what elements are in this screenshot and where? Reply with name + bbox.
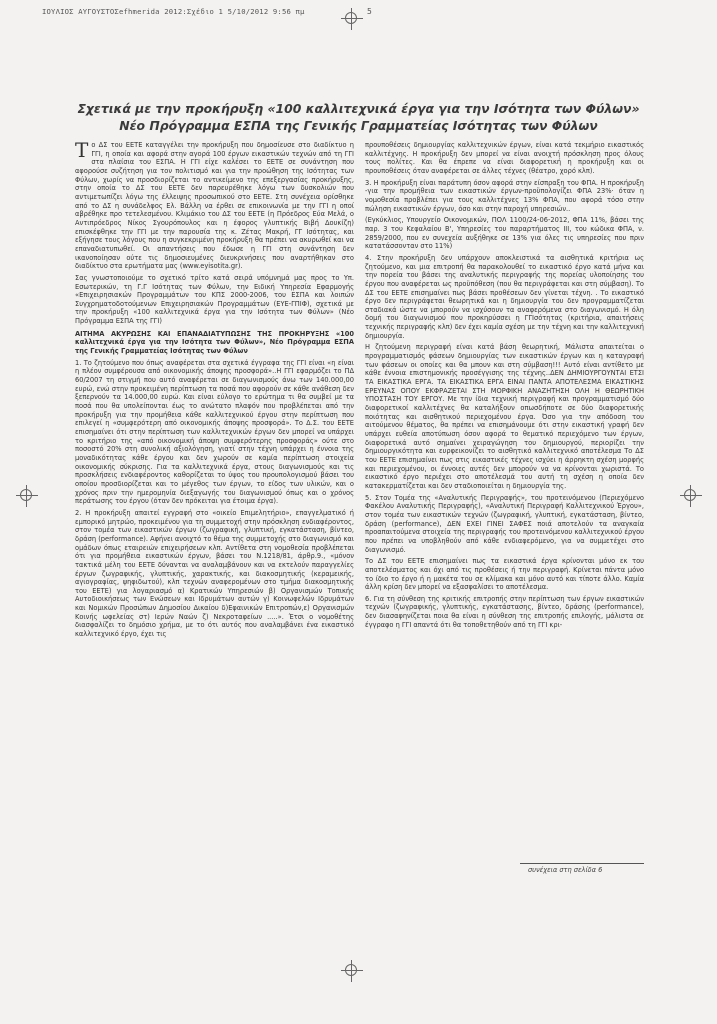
paragraph: Η ζητούμενη περιγραφή είναι κατά βάση θεωρητική, Μάλιστα απαιτείται ο προγραμματισμός φάσεων δημιουργίας των εικαστικών έργων και η καταγραφή των φάσεων οι οποίες και θα μπουν και στη σύμβαση!!! Αυτό είναι αντίθετο με κάθε έννοια επιστημονικής προσέγγισης της τέχνης..ΔΕΝ ΔΗΜΙΟΥΡΓΟΥΝΤΑΙ ΕΤΣΙ ΤΑ ΕΙΚΑΣΤΙΚΑ ΕΡΓΑ. ΤΑ ΕΙΚΑΣΤΙΚΑ ΕΡΓΑ ΕΙΝΑΙ ΠΑΝΤΑ ΑΠΟΤΕΛΕΣΜΑ ΕΙΚΑΣΤΙΚΗΣ ΕΡΕΥΝΑΣ ΟΠΟΥ ΕΚΦΡΑΖΕΤΑΙ ΣΤΗ ΜΟΡΦΙΚΗ ΑΝΑΖΗΤΗΣΗ ΟΛΗ Η ΘΕΩΡΗΤΙΚΗ ΥΠΟΣΤΑΣΗ ΤΟΥ ΕΡΓΟΥ. Με την ίδια τεχνική περιγραφή και προγραμματισμό δύο διαφορετικοί καλλιτέχνες θα καταλήξουν οπωσδήποτε σε δύο διαφορετικής ποιότητας και αισθητικού περιεχομένου έργα. Όσο για την απόδοση του αιτούμενου θέματος, θα πρέπει να επισημάνουμε ότι στην εικαστική γραφή δεν υπάρχει ευθεία αποτύπωση όσον αφορά το θεματικό περιεχόμενο των έργων, διαφορετικά αυτό σημαίνει χειραγώγηση του δημιουργού, περιορίζει την δημιουργικότητα και ευρφεικονίζει το αισθητικό καλλιτεχνικό αποτέλεσμα Το ΔΣ του ΕΕΤΕ επισημαίνει πως στις εικαστικές τέχνες ισχύει η άρρηκτη σχέση μορφής και περιεχομένου, οι έννοιες αυτές δεν μπορούν να να κρίνονται χωριστά. Το εικαστικό έργο περιέχει στο αποτέλεσμά του αυτή τη σχέση η οποία δεν κατακερματίζεται και δεν σταδιοποιείται η δημιουργία της. — [365, 343, 644, 490]
paragraph: 1. Το ζητούμενο που όπως αναφέρεται στα σχετικά έγγραφα της ΓΓΙ είναι «η είναι η πλέον συμφέρουσα από οικονομικής άποψης προσφορά»..Η ΓΓΙ εφαρμόζει το ΠΔ 60/2007 τη στιγμή που αυτό αναφέρεται σε διαγωνισμούς άνω των 140.000,00 ευρώ, ενώ στην προκειμένη περίπτωση τα ποσά που αφορούν σε κάθε ανάθεση δεν ξεπερνούν τα 14.000,00 ευρώ. Και είναι εύλογο το ερώτημα τι θα συμβεί με τα ποσά που θα υπολείπονται έως το ανώτατο πλαφόν που προβλέπεται από την προκήρυξη για την προμήθεια κάθε καλλιτεχνικού έργου στην περίπτωση που επιλεγεί η «συμφερότερη από οικονομικής άποψης προσφορά». Το Δ.Σ. του ΕΕΤΕ επισημαίνει ότι στην περίπτωση των καλλιτεχνικών έργων δεν μπορεί να υπάρχει το κριτήριο της «από οικονομική άποψη συμφερότερης προσφοράς» ούτε στο ποσοστό 20% στη συνολική αξιολόγηση, γιατί στην τέχνη υπάρχει η έννοια της μοναδικότητας κάθε έργου και δεν χωρούν σε καμία περίπτωση στοιχεία οικονομικής σύκρισης. Για τα καλλιτεχνικά έργα, στους διαγωνισμούς και τις προσκλήσεις ενδιαφέροντος καθορίζεται το ύψος του προυπολογισμού βάσει του οποίου προσδιορίζεται και το μέγεθος των έργων, το είδος των υλικών, και ο χρόνος πριν την ημερομηνία διεξαγωγής του διαγωνισμού όπως και ο χρόνος περάτωσης του έργου (όταν δεν πρόκειται για έτοιμα έργα). — [75, 358, 354, 506]
paragraph: Σας γνωστοποιούμε το σχετικό τρίτο κατά σειρά υπόμνημά μας προς το Υπ. Εσωτερικών, τη Γ.Γ Ισότητας των Φύλων, την Ειδική Υπηρεσία Εφαρμογής «Επιχειρησιακών Προγραμμάτων του ΚΠΣ 2000-2006, του ΕΣΠΑ και λοιπών Συγχρηματοδοτούμενων Επιχειρησιακών Προγραμμάτων (ΕΥΕ-ΓΠΙΦ), σχετικά με την προκήρυξη «100 καλλιτεχνικά έργα για την Ισότητα των Φύλων» (Νέο Πρόγραμμα ΕΣΠΑ της ΓΓΙ) — [75, 273, 354, 326]
continued-rule — [520, 863, 644, 864]
paragraph: 3. Η προκήρυξη είναι παράτυπη όσον αφορά στην είσπραξη του ΦΠΑ. Η προκήρυξη -για την προμήθεια των εικαστικών έργων-προϋπολογίζει ΦΠΑ 23%· όταν η νομοθεσία προβλέπει για τους καλλιτέχνες 13% ΦΠΑ, που αφορά τόσο στην πώληση εικαστικών έργων, όσο και στην παροχή υπηρεσιών.. — [365, 178, 644, 213]
headline-line-2: Νέο Πρόγραμμα ΕΣΠΑ της Γενικής Γραμματείας Ισότητας των Φύλων — [119, 118, 598, 133]
page-number: 5 — [367, 7, 372, 16]
article-headline — [70, 100, 647, 134]
paragraph: 4. Στην προκήρυξη δεν υπάρχουν αποκλειστικά τα αισθητικά κριτήρια ως ζητούμενο, και μια επιτροπή θα παρακολουθεί το εικαστικό έργο κατά μήνα και την πορεία του βάσει της αναλυτικής περιγραφής της πορείας υλοποίησης του έργου που αναφέρεται ως προϋπόθεση (που θα περιγράφεται και στη σύμβαση). Το ΔΣ του ΕΕΤΕ επισημαίνει πως βάσει προθέσεων δεν γίνεται τέχνη. . Το εικαστικό έργο δεν περιγράφεται θεωρητικά και η δημιουργία του δεν προγραμματίζεται σταδιακά ώστε να μπορούν να ισχύσουν τα αναφερόμενα στο διαγωνισμό. Η όλη δομή του διαγωνισμού που προκηρύσσει η ΓΓΙσότητας (κριτήρια, απαιτήσεις τεχνικής περιγραφής κλπ) δεν έχει καμία σχέση με την τέχνη και την καλλιτεχνική δημιουργία. — [365, 253, 644, 340]
continued-on-page: συνέχεια στη σελίδα 6 — [528, 866, 603, 874]
registration-mark-right-icon — [680, 485, 702, 507]
paragraph: 5. Στον Τομέα της «Αναλυτικής Περιγραφής», του προτεινόμενου (Περιεχόμενο Φακέλου Αναλυτικής Περιγραφής), «Αναλυτική Περιγραφή Καλλιτεχνικού Έργου», στον τομέα των εικαστικών τεχνών (ζωγραφική, γλυπτική, εγκατάσταση, βίντεο, δράση (performance), ΔΕΝ ΕΧΕΙ ΓΙΝΕΙ ΣΑΦΕΣ ποιά αποτελούν τα αναγκαία προαπαιτούμενα στοιχεία της περιγραφής του προτεινόμενου καλλιτεχνικού έργου που πρέπει να υποβληθούν από κάθε ενδιαφερόμενο, για να συμμετέχει στο διαγωνισμό. — [365, 493, 644, 554]
paragraph: Το ΔΣ του ΕΕΤΕ επισημαίνει πως τα εικαστικά έργα κρίνονται μόνο εκ του αποτελέσματος και όχι από τις προθέσεις ή την περιγραφή. Κρίνεται πάντα μόνο το ίδιο το έργο ή η μακέτα του σε κλίμακα και μόνο αυτό και τίποτε άλλο. Καμία άλλη κρίση δεν μπορεί να εξασφαλίσει το αποτέλεσμα. — [365, 557, 644, 592]
paragraph: 2. Η προκήρυξη απαιτεί εγγραφή στο «οικείο Επιμελητήριο», επαγγελματικό ή εμπορικό μητρώο, προκειμένου για τη συμμετοχή στην πρόσκληση ενδιαφέροντος, στον τομέα των εικαστικών έργων (ζωγραφική, γλυπτική, εγκατάσταση, βίντεο, δράση (performance). Αφήνει ανοιχτό το θέμα της συμμετοχής στο διαγωνισμό και ομάδων όπως εταιρειών επιχειρήσεων κλπ. Αντίθετα στη νομοθεσία προβλέπεται ότι για προμήθεια εικαστικών έργων, βάσει του Ν.1218/81, άρθρ.9., «μόνον τακτικά μέλη του ΕΕΤΕ δύνανται να αναλαμβάνουν και να εκτελούν παραγγελίες έργων ζωγραφικής, γλυπτικής, χαρακτικής, και διακοσμητικής (κεραμεικής, αγιογραφίας, ψηφιδωτού), κλπ τεχνών αναφερομένων στο τμήμα διακοσμητικής του ΕΕΤΕ) για λογαριασμό α) Κρατικών Υπηρεσιών β) Οργανισμών Τοπικής Αυτοδιοικήσεως των Ενώσεων και Ιδρυμάτων αυτών γ) Κοινωφελών Ιδρυμάτων και Νομικών Προσώπων Δημοσίου Δικαίου δ)Εφαινικών Επιτροπών,ε) Οργανισμών Κοινής ωφελείας στ) Ιερών Ναών ζ) Νεκροταφείων .....». Έτσι ο νομοθέτης διασφαλίζει το δημόσιο χρήμα, με το ότι αυτός που αναλαμβάνει ένα εικαστικό καλλιτεχνικό έργο, έχει τις — [75, 508, 354, 639]
registration-mark-left-icon — [16, 485, 38, 507]
section-heading: ΑΙΤΗΜΑ ΑΚΥΡΩΣΗΣ ΚΑΙ ΕΠΑΝΑΔΙΑΤΥΠΩΣΗΣ ΤΗΣ ΠΡΟΚΗΡΥΞΗΣ «100 καλλιτεχνικά έργα για την Ισότητα των Φύλων», Νέο Πρόγραμμα ΕΣΠΑ της Γενικής Γραμματείας Ισότητας των Φύλων — [75, 329, 354, 356]
right-column — [365, 141, 644, 861]
paragraph: προυποθέσεις δημιουργίας καλλιτεχνικών έργων, είναι κατά τεκμήριο εικαστικός καλλιτέχνης. Η προκήρυξη δεν μπορεί να είναι ανοιχτή πρόσκληση προς όλους τους πολίτες. Και θα έπρεπε να είναι διαφορετική η προκήρυξη και οι προυποθέσεις όταν αναφέρεται σε άλλες τέχνες (θέατρο, χορό κλπ). — [365, 141, 644, 175]
registration-mark-top-icon — [341, 8, 363, 30]
drop-cap: Τ — [75, 141, 89, 162]
headline-line-1: Σχετικά με την προκήρυξη «100 καλλιτεχνικά έργα για την Ισότητα των Φύλων» — [77, 101, 640, 116]
paragraph: 6. Για τη σύνθεση της κριτικής επιτροπής στην περίπτωση των έργων εικαστικών τεχνών (ζωγραφικής, γλυπτικής, εγκατάστασης, βίντεο, δράσης (performance), δεν διασαφηνίζεται ποια θα είναι η σύνθεση της επιτροπής επιλογής, μάλιστα σε έγγραφο η ΓΓΙ απαντά ότι θα τοποθετηθούν από τη ΓΓΙ κρι- — [365, 594, 644, 629]
print-slug: ΙΟΥΛΙΟΣ ΑΥΓΟΥΣΤΟΣefhmerida 2012:Σχέδιο 1 5/10/2012 9:56 πμ — [42, 7, 305, 16]
registration-mark-bottom-icon — [341, 960, 363, 982]
paragraph: (Εγκύκλιος, Υπουργείο Οικονομικών, ΠΟΛ 1100/24-06-2012, ΦΠΑ 11%, βάσει της παρ. 3 του Κεφαλαίου Β', Υπηρεσίες του παραρτήματος ΙΙΙ, του κώδικα ΦΠΑ, ν. 2859/2000, που εν συνεχεία αυξήθηκε σε 13% για όλες τις υπηρεσίες που πριν κατατάσσονταν στο 11%) — [365, 216, 644, 251]
paragraph-text: ο ΔΣ του ΕΕΤΕ καταγγέλει την προκήρυξη που δημοσίευσε στο διαδίκτυο η ΓΓΙ, η οποία και αφορά στην αγορά 100 έργων εικαστικών τεχνών από τη ΓΓΙ στα πλαίσια του ΕΣΠΑ. Η ΓΓΙ είχε καλέσει το ΕΕΤΕ σε συνάντηση που αφορούσε συζήτηση για τον πολιτισμό και για την προώθηση της Ισότητας των Φύλων, χωρίς να προσδιορίζεται το αντικείμενο της επεξεργασίας προκήρυξης, στην οποία το ΔΣ του ΕΕΤΕ δεν παρευρέθηκε λόγω των δυσκολιών που αντιμετωπίζει λόγω της έλλειψης προσωπικού στο ΕΕΤΕ. Στη συνέχεια ορίσθηκε από το ΔΣ η συνάδελφος Ελ. Βάλλη να έρθει σε επικοινωνία με την ΓΓΙ η οποί αβρέθηκε προ τετελεσμένου. Κλιμάκιο του ΔΣ του ΕΕΤΕ (η Πρόεδρος Εύα Μελά, ο Αντιπρόεδρος Νίκος Σγουρόπουλος και η έφορος γλυπτικής Βιβή Δουκίζη) επισκέφθηκε την ΓΓΙ με την παρουσία της κ. Ζέτας Μακρή, ΓΓ Ισότητας, και εξήγησε τους λόγους που η συγκεκριμένη προκήρυξη θα πρέπει να ακυρωθεί και να επαναδιατυπωθεί. Οι απαντήσεις που έδωσε η ΓΓΙ στη συνάντηση δεν ικανοποίησαν ούτε τις δημοσιευμένες διευκρινήσεις που αναρτήθηκαν στο διαδίκτυο στα ερωτήματα μας (www.eyisotita.gr). — [75, 141, 354, 271]
paragraph — [75, 141, 354, 271]
left-column — [75, 141, 354, 881]
